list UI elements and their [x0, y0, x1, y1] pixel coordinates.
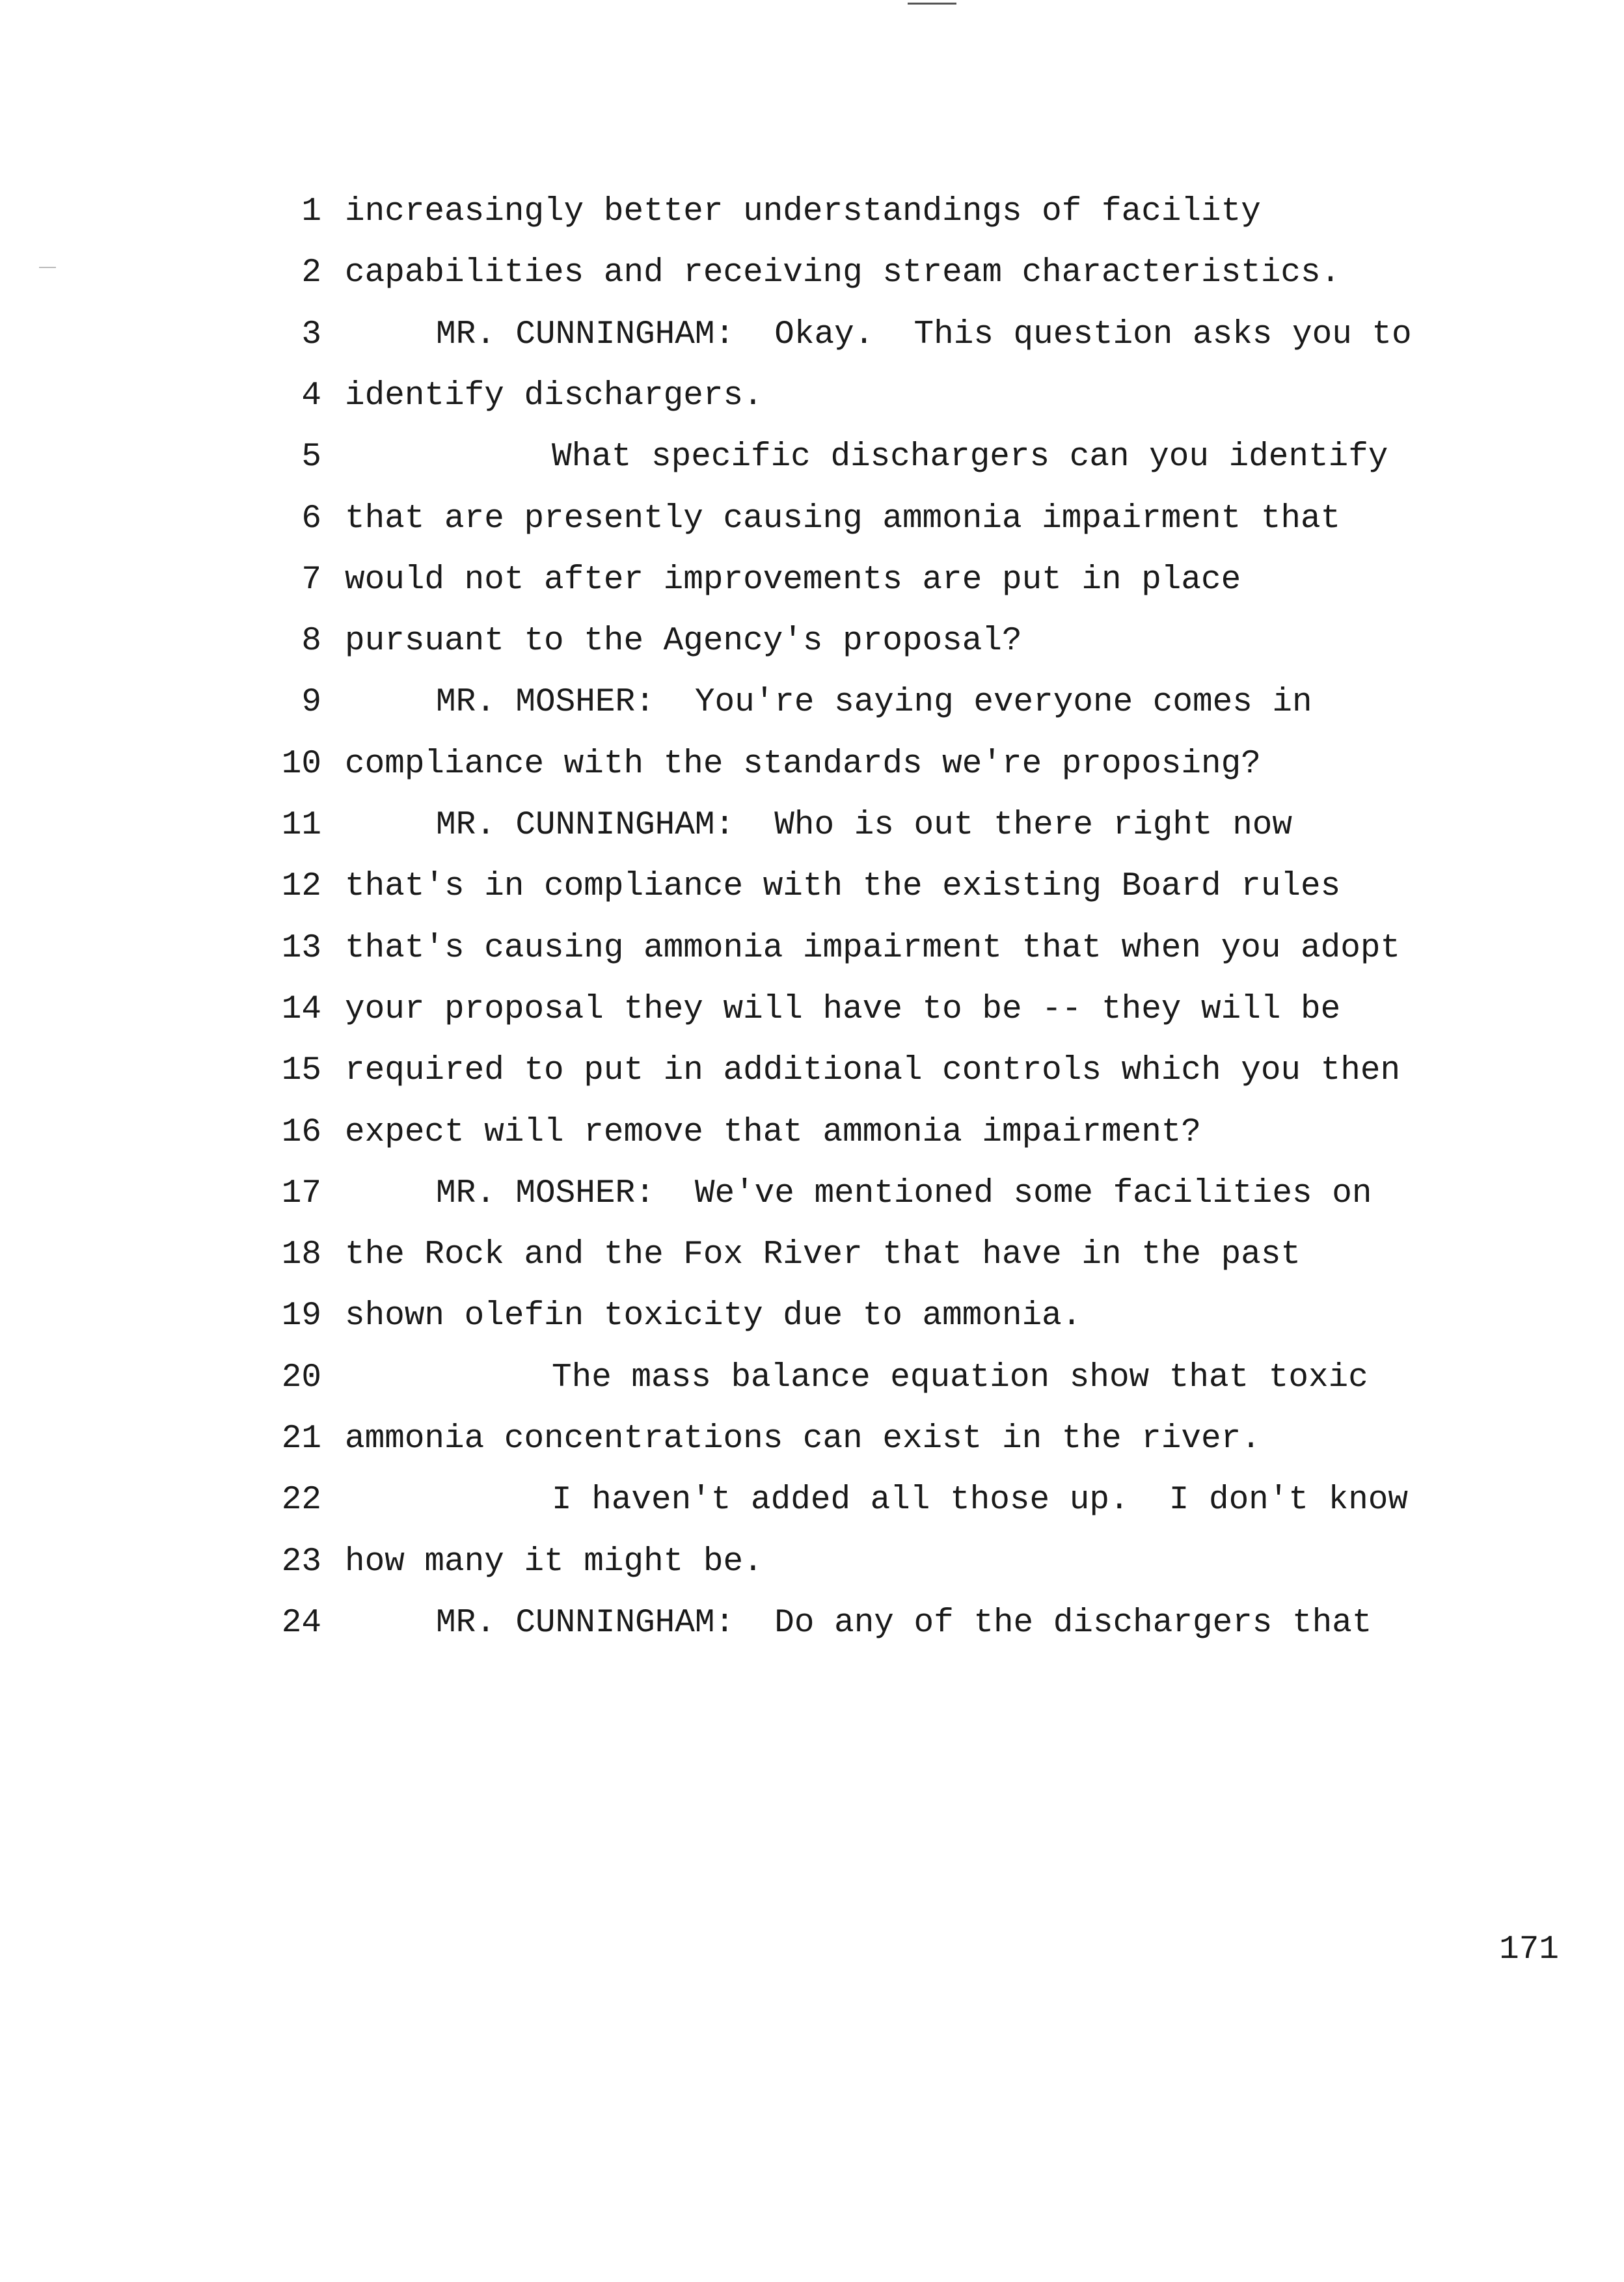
- transcript-line: [0, 984, 1624, 1036]
- line-text: MR. CUNNINGHAM: Okay. This question asks you to: [436, 316, 1412, 353]
- line-number: 9: [301, 684, 321, 721]
- line-text: MR. CUNNINGHAM: Who is out there right now: [436, 807, 1293, 844]
- line-text: MR. MOSHER: You're saying everyone comes in: [436, 684, 1312, 721]
- line-text: identify dischargers.: [345, 377, 763, 414]
- transcript-line: [0, 431, 1624, 483]
- transcript-line: [0, 247, 1624, 299]
- transcript-line: [0, 1352, 1624, 1404]
- line-number: 18: [281, 1236, 321, 1273]
- line-text: required to put in additional controls which you then: [345, 1052, 1401, 1089]
- transcript-line: [0, 1107, 1624, 1159]
- line-text: pursuant to the Agency's proposal?: [345, 623, 1022, 660]
- line-number: 16: [281, 1114, 321, 1151]
- line-number: 23: [281, 1543, 321, 1581]
- line-text: that's in compliance with the existing Board rules: [345, 868, 1341, 905]
- transcript-line: [0, 493, 1624, 545]
- transcript-line: [0, 1474, 1624, 1527]
- transcript-line: [0, 1168, 1624, 1220]
- line-number: 10: [281, 746, 321, 783]
- transcript-line: [0, 1290, 1624, 1342]
- line-number: 20: [281, 1359, 321, 1396]
- line-text: increasingly better understandings of facility: [345, 193, 1261, 230]
- line-text: that's causing ammonia impairment that when you adopt: [345, 930, 1401, 967]
- transcript-line: [0, 309, 1624, 361]
- transcript-line: [0, 739, 1624, 791]
- line-text: ammonia concentrations can exist in the river.: [345, 1420, 1261, 1458]
- line-text: expect will remove that ammonia impairment?: [345, 1114, 1202, 1151]
- line-number: 11: [281, 807, 321, 844]
- line-number: 22: [281, 1482, 321, 1519]
- transcript-line: [0, 554, 1624, 606]
- transcript-line: [0, 1229, 1624, 1281]
- line-text: compliance with the standards we're proposing?: [345, 746, 1261, 783]
- line-number: 4: [301, 377, 321, 414]
- line-text: your proposal they will have to be -- they will be: [345, 991, 1341, 1028]
- line-text: The mass balance equation show that toxic: [552, 1359, 1368, 1396]
- line-text: capabilities and receiving stream characteristics.: [345, 254, 1341, 292]
- line-text: What specific dischargers can you identify: [552, 439, 1388, 476]
- page-number: 171: [1499, 1931, 1559, 1968]
- transcript-line: [0, 1045, 1624, 1097]
- transcript-line: [0, 923, 1624, 975]
- line-number: 17: [281, 1175, 321, 1212]
- line-text: the Rock and the Fox River that have in the past: [345, 1236, 1301, 1273]
- transcript-line: [0, 800, 1624, 852]
- line-number: 6: [301, 500, 321, 537]
- line-number: 7: [301, 562, 321, 599]
- transcript-line: [0, 677, 1624, 729]
- transcript-line: [0, 186, 1624, 238]
- transcript-line: [0, 1597, 1624, 1650]
- line-text: would not after improvements are put in place: [345, 562, 1241, 599]
- line-number: 8: [301, 623, 321, 660]
- line-text: I haven't added all those up. I don't know: [552, 1482, 1409, 1519]
- line-number: 2: [301, 254, 321, 292]
- line-text: MR. MOSHER: We've mentioned some facilities on: [436, 1175, 1372, 1212]
- transcript-line: [0, 1536, 1624, 1588]
- line-text: shown olefin toxicity due to ammonia.: [345, 1297, 1082, 1335]
- line-number: 5: [301, 439, 321, 476]
- line-number: 14: [281, 991, 321, 1028]
- line-number: 1: [301, 193, 321, 230]
- line-text: MR. CUNNINGHAM: Do any of the dischargers that: [436, 1605, 1372, 1642]
- line-number: 13: [281, 930, 321, 967]
- transcript-line: [0, 1413, 1624, 1465]
- transcript-line: [0, 370, 1624, 422]
- line-number: 15: [281, 1052, 321, 1089]
- line-text: how many it might be.: [345, 1543, 763, 1581]
- line-text: that are presently causing ammonia impairment that: [345, 500, 1341, 537]
- line-number: 21: [281, 1420, 321, 1458]
- line-number: 3: [301, 316, 321, 353]
- line-number: 24: [281, 1605, 321, 1642]
- line-number: 19: [281, 1297, 321, 1335]
- transcript-line: [0, 616, 1624, 668]
- transcript-line: [0, 861, 1624, 913]
- line-number: 12: [281, 868, 321, 905]
